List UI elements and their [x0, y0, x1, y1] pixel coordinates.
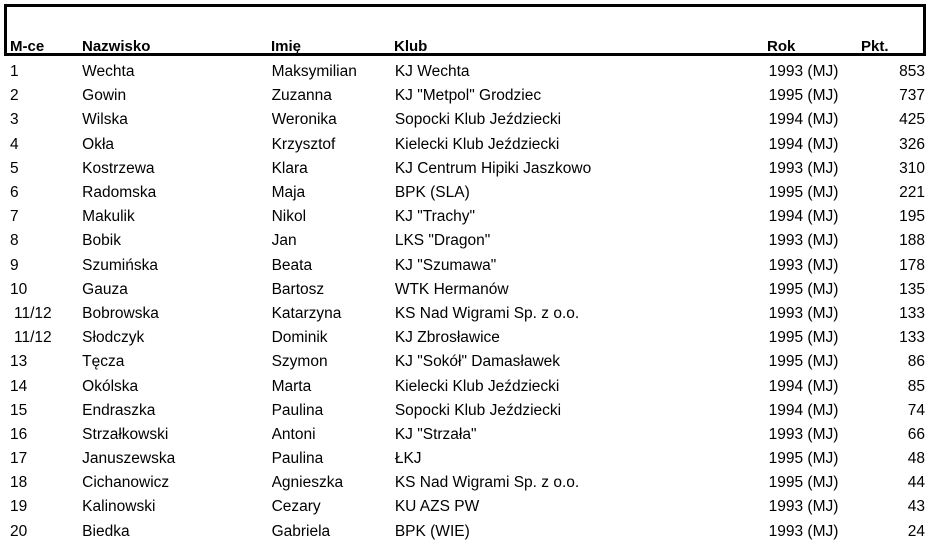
- cell-rank: 14: [10, 377, 28, 395]
- header-points: Pkt.: [861, 38, 889, 55]
- cell-rank: 20: [10, 522, 28, 540]
- cell-last-name: Januszewska: [82, 450, 176, 468]
- cell-rank: 18: [10, 474, 28, 492]
- cell-points: 48: [907, 450, 925, 468]
- cell-year: 1993 (MJ): [768, 304, 839, 322]
- cell-points: 221: [899, 184, 925, 202]
- table-row: [0, 495, 930, 519]
- cell-last-name: Wilska: [82, 111, 128, 129]
- table-row: [0, 60, 930, 84]
- cell-rank: 9: [10, 256, 19, 274]
- cell-year: 1993 (MJ): [768, 159, 839, 177]
- cell-first-name: Bartosz: [271, 280, 325, 298]
- cell-points: 66: [907, 425, 925, 443]
- cell-points: 133: [899, 329, 925, 347]
- table-row: [0, 157, 930, 181]
- cell-club: WTK Hermanów: [394, 280, 509, 298]
- cell-club: KJ "Trachy": [394, 208, 476, 226]
- cell-rank: 11/12: [14, 304, 52, 322]
- cell-club: Kielecki Klub Jeździecki: [394, 135, 560, 153]
- cell-rank: 6: [10, 184, 19, 202]
- cell-club: KJ "Strzała": [394, 425, 477, 443]
- cell-rank: 7: [10, 208, 19, 226]
- cell-first-name: Dominik: [271, 329, 328, 347]
- cell-year: 1995 (MJ): [768, 184, 839, 202]
- cell-last-name: Endraszka: [82, 401, 156, 419]
- cell-last-name: Szumińska: [82, 256, 158, 274]
- table-row: [0, 471, 930, 495]
- cell-rank: 13: [10, 353, 28, 371]
- table-row: [0, 229, 930, 253]
- header-rank: M-ce: [10, 38, 45, 55]
- cell-points: 44: [907, 474, 925, 492]
- header-last-name: Nazwisko: [82, 38, 151, 55]
- table-row: [0, 133, 930, 157]
- cell-year: 1995 (MJ): [768, 474, 839, 492]
- header-first-name: Imię: [271, 38, 302, 55]
- cell-year: 1993 (MJ): [768, 498, 839, 516]
- table-row: [0, 374, 930, 398]
- cell-points: 74: [907, 401, 925, 419]
- cell-last-name: Okła: [82, 135, 115, 153]
- cell-first-name: Nikol: [271, 208, 307, 226]
- cell-club: KU AZS PW: [394, 498, 480, 516]
- table-row: [0, 447, 930, 471]
- cell-first-name: Zuzanna: [271, 87, 332, 105]
- cell-points: 24: [907, 522, 925, 540]
- cell-year: 1994 (MJ): [768, 111, 839, 129]
- cell-points: 326: [899, 135, 925, 153]
- header-club: Klub: [394, 38, 428, 55]
- cell-last-name: Okólska: [82, 377, 139, 395]
- cell-first-name: Krzysztof: [271, 135, 336, 153]
- cell-first-name: Beata: [271, 256, 313, 274]
- cell-club: KJ Wechta: [394, 63, 470, 81]
- cell-last-name: Gowin: [82, 87, 127, 105]
- cell-rank: 11/12: [14, 329, 52, 347]
- cell-last-name: Strzałkowski: [82, 425, 169, 443]
- cell-rank: 8: [10, 232, 19, 250]
- cell-year: 1995 (MJ): [768, 450, 839, 468]
- cell-last-name: Bobrowska: [82, 304, 159, 322]
- cell-rank: 19: [10, 498, 28, 516]
- cell-rank: 4: [10, 135, 19, 153]
- cell-last-name: Bobik: [82, 232, 121, 250]
- table-row: [0, 205, 930, 229]
- cell-club: KJ Zbrosławice: [394, 329, 500, 347]
- cell-club: Kielecki Klub Jeździecki: [394, 377, 560, 395]
- cell-last-name: Kalinowski: [82, 498, 156, 516]
- cell-first-name: Marta: [271, 377, 312, 395]
- cell-first-name: Szymon: [271, 353, 328, 371]
- table-row: [0, 108, 930, 132]
- table-row: [0, 350, 930, 374]
- cell-last-name: Radomska: [82, 184, 157, 202]
- cell-first-name: Gabriela: [271, 522, 331, 540]
- cell-club: BPK (WIE): [394, 522, 470, 540]
- cell-first-name: Klara: [271, 159, 308, 177]
- cell-points: 85: [907, 377, 925, 395]
- cell-points: 43: [907, 498, 925, 516]
- cell-first-name: Weronika: [271, 111, 337, 129]
- cell-last-name: Cichanowicz: [82, 474, 170, 492]
- cell-first-name: Katarzyna: [271, 304, 342, 322]
- cell-last-name: Gauza: [82, 280, 128, 298]
- cell-points: 310: [899, 159, 925, 177]
- cell-year: 1993 (MJ): [768, 63, 839, 81]
- table-row: [0, 302, 930, 326]
- cell-club: Sopocki Klub Jeździecki: [394, 401, 562, 419]
- cell-club: KJ "Sokół" Damasławek: [394, 353, 561, 371]
- cell-points: 178: [899, 256, 925, 274]
- cell-last-name: Wechta: [82, 63, 135, 81]
- cell-year: 1994 (MJ): [768, 401, 839, 419]
- cell-points: 425: [899, 111, 925, 129]
- cell-year: 1994 (MJ): [768, 135, 839, 153]
- cell-year: 1994 (MJ): [768, 208, 839, 226]
- cell-rank: 1: [10, 63, 19, 81]
- cell-last-name: Makulik: [82, 208, 135, 226]
- cell-club: BPK (SLA): [394, 184, 470, 202]
- cell-year: 1995 (MJ): [768, 87, 839, 105]
- table-row: [0, 181, 930, 205]
- cell-first-name: Maksymilian: [271, 63, 357, 81]
- cell-last-name: Kostrzewa: [82, 159, 155, 177]
- cell-first-name: Paulina: [271, 401, 324, 419]
- cell-first-name: Cezary: [271, 498, 321, 516]
- cell-club: Sopocki Klub Jeździecki: [394, 111, 562, 129]
- cell-last-name: Tęcza: [82, 353, 125, 371]
- cell-year: 1993 (MJ): [768, 232, 839, 250]
- cell-first-name: Paulina: [271, 450, 324, 468]
- cell-year: 1995 (MJ): [768, 353, 839, 371]
- cell-points: 195: [899, 208, 925, 226]
- cell-rank: 17: [10, 450, 28, 468]
- cell-first-name: Jan: [271, 232, 297, 250]
- cell-first-name: Maja: [271, 184, 306, 202]
- cell-first-name: Agnieszka: [271, 474, 344, 492]
- cell-last-name: Słodczyk: [82, 329, 145, 347]
- table-row: [0, 254, 930, 278]
- cell-year: 1993 (MJ): [768, 256, 839, 274]
- cell-year: 1993 (MJ): [768, 522, 839, 540]
- cell-points: 135: [899, 280, 925, 298]
- cell-first-name: Antoni: [271, 425, 316, 443]
- cell-rank: 2: [10, 87, 19, 105]
- table-row: [0, 278, 930, 302]
- cell-year: 1993 (MJ): [768, 425, 839, 443]
- cell-club: LKS "Dragon": [394, 232, 491, 250]
- cell-club: KJ Centrum Hipiki Jaszkowo: [394, 159, 592, 177]
- cell-rank: 5: [10, 159, 19, 177]
- results-table: [0, 60, 930, 544]
- cell-club: KS Nad Wigrami Sp. z o.o.: [394, 304, 580, 322]
- cell-club: KJ "Metpol" Grodziec: [394, 87, 542, 105]
- cell-points: 133: [899, 304, 925, 322]
- cell-year: 1995 (MJ): [768, 280, 839, 298]
- cell-points: 188: [899, 232, 925, 250]
- cell-club: KS Nad Wigrami Sp. z o.o.: [394, 474, 580, 492]
- table-row: [0, 423, 930, 447]
- cell-club: KJ "Szumawa": [394, 256, 497, 274]
- cell-club: ŁKJ: [394, 450, 422, 468]
- cell-last-name: Biedka: [82, 522, 130, 540]
- cell-year: 1995 (MJ): [768, 329, 839, 347]
- cell-rank: 3: [10, 111, 19, 129]
- table-row: [0, 326, 930, 350]
- cell-year: 1994 (MJ): [768, 377, 839, 395]
- table-row: [0, 399, 930, 423]
- cell-rank: 10: [10, 280, 28, 298]
- header-year: Rok: [767, 38, 796, 55]
- table-row: [0, 520, 930, 544]
- cell-rank: 15: [10, 401, 28, 419]
- table-row: [0, 84, 930, 108]
- cell-points: 86: [907, 353, 925, 371]
- cell-points: 737: [899, 87, 925, 105]
- cell-points: 853: [899, 63, 925, 81]
- cell-rank: 16: [10, 425, 28, 443]
